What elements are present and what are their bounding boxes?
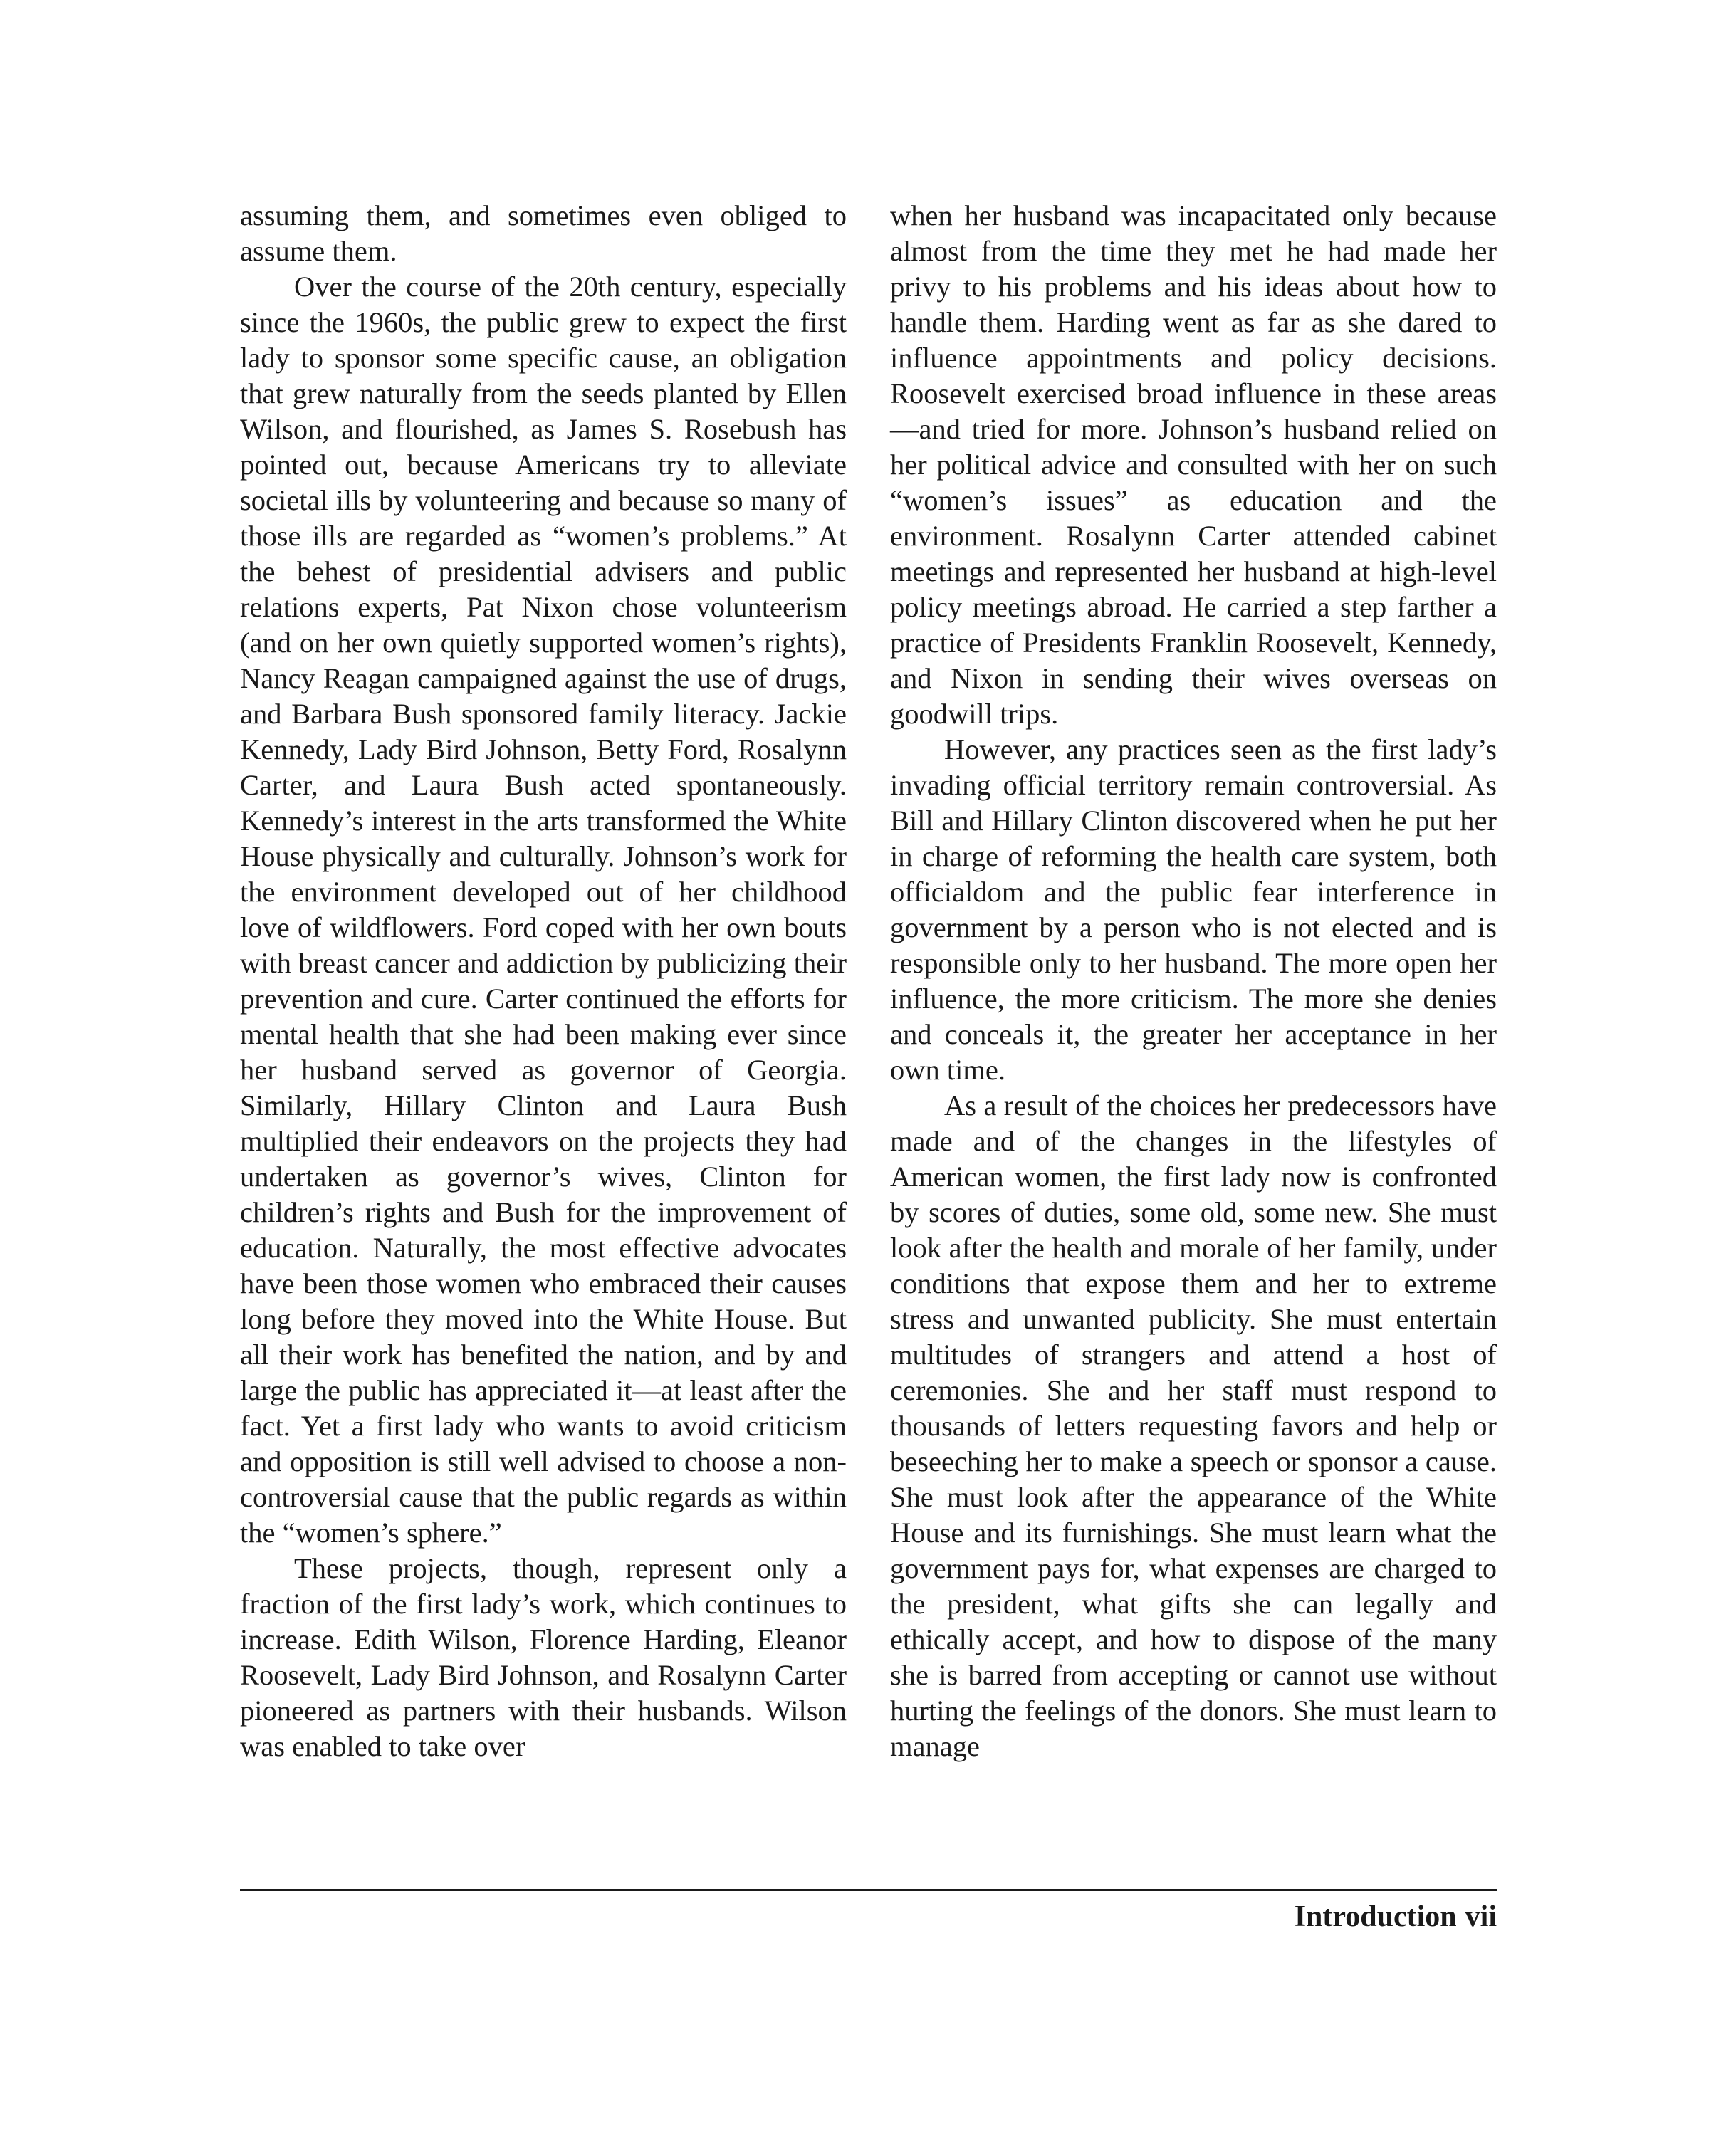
paragraph: Over the course of the 20th century, especially since the 1960s, the public grew to expect the first lady to sponsor some specific cause, an obligation that grew naturally from the seeds planted by Ellen Wilson, and flourished, as James S. Rosebush has pointed out, because Americans try to alleviate societal ills by volunteering and because so many of those ills are regarded as “women’s problems.” At the behest of presidential advisers and public relations experts, Pat Nixon chose volunteerism (and on her own quietly supported women’s rights), Nancy Reagan campaigned against the use of drugs, and Barbara Bush sponsored family literacy. Jackie Kennedy, Lady Bird Johnson, Betty Ford, Rosalynn Carter, and Laura Bush acted spontaneously. Kennedy’s interest in the arts transformed the White House physically and culturally. Johnson’s work for the environment developed out of her childhood love of wildflowers. Ford coped with her own bouts with breast cancer and addiction by publicizing their prevention and cure. Carter continued the efforts for mental health that she had been making ever since her husband served as governor of Georgia. Similarly, Hillary Clinton and Laura Bush multiplied their endeavors on the projects they had undertaken as governor’s wives, Clinton for children’s rights and Bush for the improvement of education. Naturally, the most effective advocates have been those women who embraced their causes long before they moved into the White House. But all their work has benefited the nation, and by and large the public has appreciated it—at least after the fact. Yet a first lady who wants to avoid criticism and opposition is still well advised to choose a non-controversial cause that the public regards as within the “women’s sphere.” xyxy=(240,271,847,1549)
footer-rule xyxy=(240,1889,1497,1891)
paragraph: assuming them, and sometimes even obliged to assume them. xyxy=(240,199,847,267)
paragraph: These projects, though, represent only a fraction of the first lady’s work, which continues to increase. Edith Wilson, Florence Harding, Eleanor Roosevelt, Lady Bird Johnson, and Rosalynn Carter pioneered as partners with their husbands. Wilson was enabled to take over xyxy=(240,1552,847,1762)
left-text-column xyxy=(240,198,847,1764)
running-footer xyxy=(1295,1895,1497,1938)
page-number: vii xyxy=(1465,1900,1497,1933)
footer-section-title: Introduction xyxy=(1294,1900,1457,1933)
paragraph: However, any practices seen as the first lady’s invading official territory remain controversial. As Bill and Hillary Clinton discovered when he put her in charge of reforming the health care system, both officialdom and the public fear interference in government by a person who is not elected and is responsible only to her husband. The more open her influence, the more criticism. The more she denies and conceals it, the greater her acceptance in her own time. xyxy=(890,733,1497,1086)
right-text-column xyxy=(890,198,1497,1764)
paragraph: As a result of the choices her predecessors have made and of the changes in the lifestyles of American women, the first lady now is confronted by scores of duties, some old, some new. She must look after the health and morale of her family, under conditions that expose them and her to extreme stress and unwanted publicity. She must entertain multitudes of strangers and attend a host of ceremonies. She and her staff must respond to thousands of letters requesting favors and help or beseeching her to make a speech or sponsor a cause. She must look after the appearance of the White House and its furnishings. She must learn what the government pays for, what expenses are charged to the president, what gifts she can legally and ethically accept, and how to dispose of the many she is barred from accepting or cannot use without hurting the feelings of the donors. She must learn to manage xyxy=(890,1089,1497,1762)
paragraph: when her husband was incapacitated only because almost from the time they met he had made her privy to his problems and his ideas about how to handle them. Harding went as far as she dared to influence appointments and policy decisions. Roosevelt exercised broad influence in these areas—and tried for more. Johnson’s husband relied on her political advice and consulted with her on such “women’s issues” as education and the environment. Rosalynn Carter attended cabinet meetings and represented her husband at high-level policy meetings abroad. He carried a step farther a practice of Presidents Franklin Roosevelt, Kennedy, and Nixon in sending their wives overseas on goodwill trips. xyxy=(890,199,1497,730)
